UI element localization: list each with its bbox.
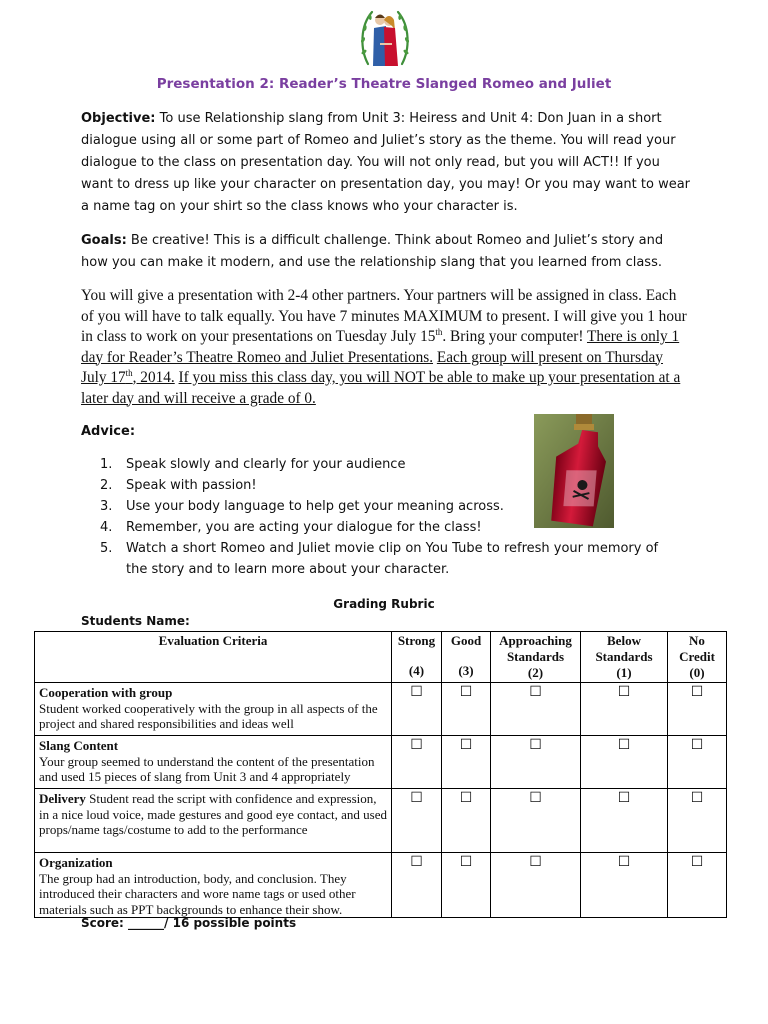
ordinal-suffix: th [435, 326, 443, 337]
objective-paragraph [81, 108, 691, 218]
checkbox-no-credit[interactable]: ☐ [668, 683, 727, 736]
list-item-number: 3. [100, 499, 113, 514]
checkbox-strong[interactable]: ☐ [392, 683, 442, 736]
checkbox-good[interactable]: ☐ [442, 789, 491, 853]
objective-label: Objective: [81, 111, 156, 126]
rubric-title: Grading Rubric [333, 597, 435, 611]
checkbox-no-credit[interactable]: ☐ [668, 736, 727, 789]
missed-class-warning: If you miss this class day, you will NOT be able to make up your presentation at a later day and will receive a grade of 0. [81, 369, 681, 407]
list-item-text: Remember, you are acting your dialogue for the class! [126, 520, 482, 535]
criteria-description: Student worked cooperatively with the group in all aspects of the project and shared responsibilities and ideas well [39, 700, 378, 731]
page-title: Presentation 2: Reader’s Theatre Slanged Romeo and Juliet [156, 76, 612, 92]
criteria-description: Student read the script with confidence and expression, in a nice loud voice, made gestures and good eye contact, and used props/name tags/costume to add to the performance [39, 791, 387, 837]
checkbox-good[interactable]: ☐ [442, 853, 491, 918]
header-no-credit: No Credit (0) [668, 632, 727, 683]
goals-label: Goals: [81, 233, 127, 248]
list-item [100, 538, 680, 580]
header-approaching-standards: Approaching Standards (2) [491, 632, 581, 683]
list-item-text: Use your body language to help get your meaning across. [126, 499, 504, 514]
checkbox-below[interactable]: ☐ [581, 789, 668, 853]
list-item-text: Watch a short Romeo and Juliet movie clip on You Tube to refresh your memory of the story and to learn more about your character. [126, 541, 659, 577]
poison-bottle-icon [534, 414, 614, 528]
header-evaluation-criteria: Evaluation Criteria [35, 632, 392, 683]
header-good: Good (3) [442, 632, 491, 683]
criteria-cell [35, 789, 392, 853]
instructions-text: You will give a presentation with 2-4 other partners. Your partners will be assigned in class. Each of you will have to talk equally. You have 7 minutes MAXIMUM to present. I will give you 1 hour in class to work on your presentations on Tuesday July 15 [81, 287, 687, 345]
list-item-number: 1. [100, 457, 113, 472]
checkbox-below[interactable]: ☐ [581, 853, 668, 918]
table-row [35, 789, 727, 853]
criteria-cell [35, 853, 392, 918]
ordinal-suffix: th [125, 367, 133, 378]
checkbox-approaching[interactable]: ☐ [491, 789, 581, 853]
criteria-description: Your group seemed to understand the content of the presentation and used 15 pieces of slang from Unit 3 and 4 appropriately [39, 753, 375, 784]
presentation-date-text: Each group will present on Thursday July 17 [81, 348, 663, 386]
checkbox-below[interactable]: ☐ [581, 736, 668, 789]
one-day-notice: There is only 1 day for Reader’s Theatre Romeo and Juliet Presentations. [81, 328, 680, 366]
romeo-juliet-wreath-icon [358, 4, 412, 72]
instructions-text: . Bring your computer! [442, 328, 587, 345]
list-item-text: Speak slowly and clearly for your audience [126, 457, 406, 472]
table-row [35, 853, 727, 918]
criteria-description: The group had an introduction, body, and conclusion. They introduced their characters and wore name tags or used other materials such as PPT backgrounds to enhance their show. [39, 870, 356, 917]
criteria-name: Slang Content [39, 738, 119, 753]
checkbox-below[interactable]: ☐ [581, 683, 668, 736]
checkbox-good[interactable]: ☐ [442, 736, 491, 789]
checkbox-approaching[interactable]: ☐ [491, 683, 581, 736]
checkbox-strong[interactable]: ☐ [392, 789, 442, 853]
criteria-cell [35, 683, 392, 736]
header-strong: Strong (4) [392, 632, 442, 683]
instructions-paragraph [81, 286, 691, 409]
list-item-number: 5. [100, 541, 113, 556]
score-line: Score: ______/ 16 possible points [81, 916, 297, 930]
checkbox-strong[interactable]: ☐ [392, 853, 442, 918]
checkbox-no-credit[interactable]: ☐ [668, 789, 727, 853]
grading-rubric-table [34, 631, 727, 918]
checkbox-approaching[interactable]: ☐ [491, 853, 581, 918]
criteria-cell [35, 736, 392, 789]
goals-paragraph [81, 230, 691, 274]
checkbox-strong[interactable]: ☐ [392, 736, 442, 789]
presentation-year: , 2014. [132, 369, 175, 386]
table-header-row [35, 632, 727, 683]
criteria-name: Organization [39, 855, 113, 870]
list-item-number: 4. [100, 520, 113, 535]
list-item-number: 2. [100, 478, 113, 493]
objective-text: To use Relationship slang from Unit 3: Heiress and Unit 4: Don Juan in a short dialogue using all or some part of Romeo and Juliet’s story as the theme. You will read your dialogue to the class on presentation day. You will not only read, but you will ACT!! If you want to dress up like your character on presentation day, you may! Or you may want to wear a name tag on your shirt so the class knows who your character is. [81, 111, 691, 214]
criteria-name: Delivery [39, 791, 86, 806]
list-item-text: Speak with passion! [126, 478, 257, 493]
goals-text: Be creative! This is a difficult challenge. Think about Romeo and Juliet’s story and how you can make it modern, and use the relationship slang that you learned from class. [81, 233, 664, 270]
checkbox-approaching[interactable]: ☐ [491, 736, 581, 789]
criteria-name: Cooperation with group [39, 685, 173, 700]
table-row [35, 736, 727, 789]
table-row [35, 683, 727, 736]
advice-heading: Advice: [81, 424, 136, 439]
checkbox-no-credit[interactable]: ☐ [668, 853, 727, 918]
students-name-label: Students Name: [81, 614, 190, 628]
checkbox-good[interactable]: ☐ [442, 683, 491, 736]
header-below-standards: Below Standards (1) [581, 632, 668, 683]
